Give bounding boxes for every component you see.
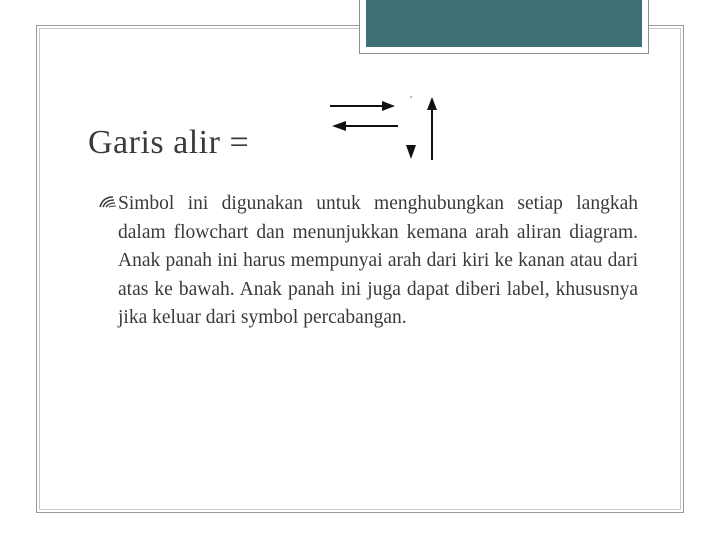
arrow-left-icon bbox=[332, 121, 398, 131]
accent-header-fill bbox=[366, 0, 642, 47]
slide-title: Garis alir = bbox=[88, 124, 250, 161]
bullet-swirl-icon bbox=[98, 194, 118, 210]
bullet-item bbox=[98, 190, 638, 333]
accent-header-box bbox=[359, 0, 649, 54]
arrow-up-icon bbox=[427, 97, 437, 160]
flow-arrows-symbol bbox=[320, 90, 450, 165]
arrow-right-icon bbox=[330, 101, 395, 111]
bullet-text: Simbol ini digunakan untuk menghubungkan setiap langkah dalam flowchart dan menunjukkan kemana arah aliran diagram. Anak panah ini harus mempunyai arah dari kiri ke kanan atau dari atas ke bawah. Anak panah ini juga dapat diberi label, khususnya jika keluar dari symbol percabangan. bbox=[118, 193, 638, 328]
arrow-down-icon bbox=[406, 96, 416, 159]
